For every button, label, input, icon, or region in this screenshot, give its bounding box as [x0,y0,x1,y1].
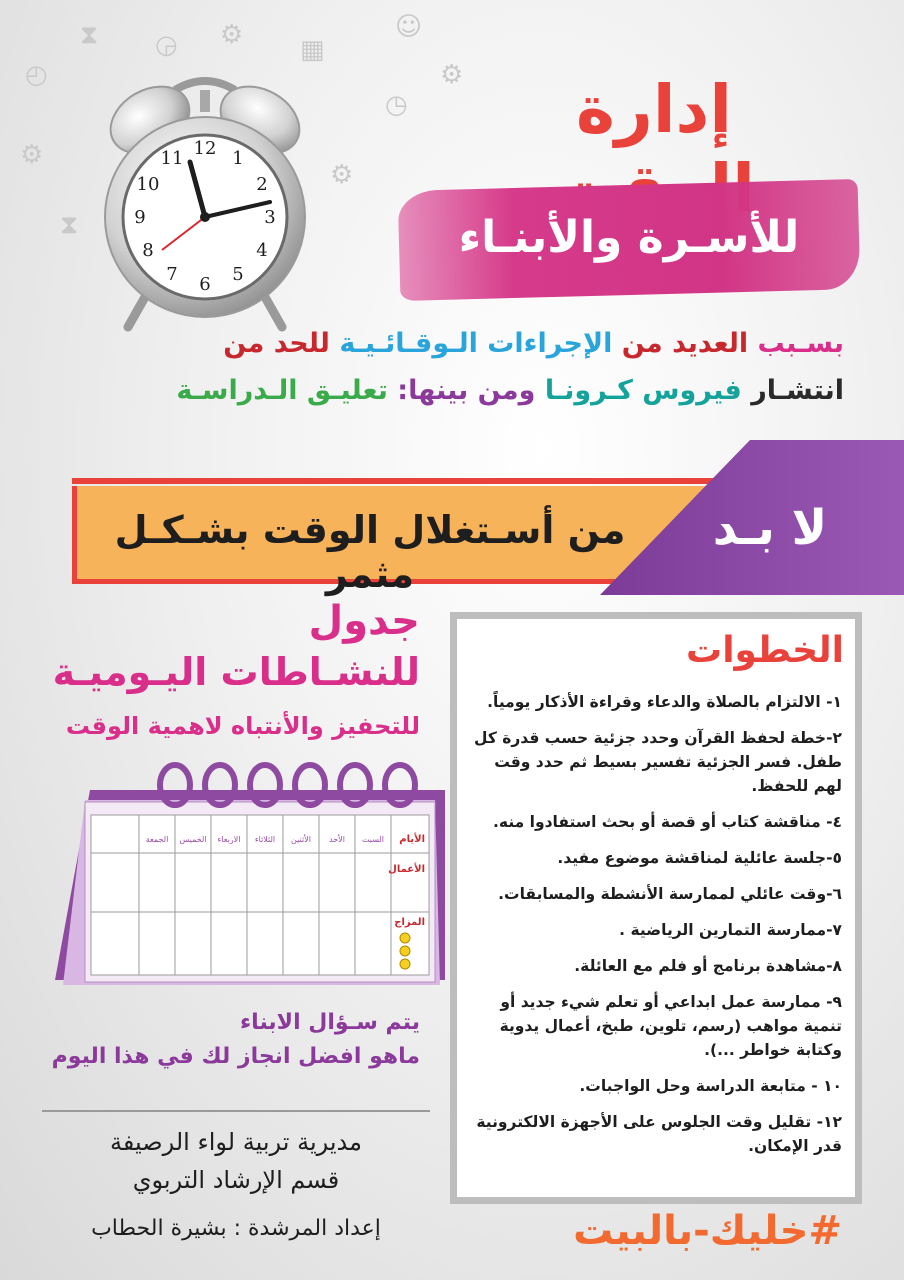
svg-text:4: 4 [256,240,268,261]
calendar-row-label: الأعمال [388,864,425,875]
banner-text: من أسـتغلال الوقت بشـكـل مثمر [114,508,626,596]
step-item: ٩- ممارسة عمل ابداعي أو تعلم شيء جديد أو تنمية مواهب (رسم، تلوين، طبخ، أعمال يدوية وكتابة خواطر ...). [499,993,842,1060]
gear-icon: ⚙ [220,20,244,50]
svg-text:2: 2 [256,174,268,195]
svg-text:8: 8 [142,240,154,261]
step-item: ٥-جلسة عائلية لمناقشة موضوع مفيد. [557,849,842,868]
calendar-day-header: الجمعة [145,835,169,844]
labud-text: لا بـد [712,500,828,556]
step-item: ١- الالتزام بالصلاة والدعاء وقراءة الأذكار يومياً. [487,693,842,711]
intro-segment: للحد من [223,328,340,359]
intro-segment: بسـبب [757,328,844,359]
page-subtitle: للأسـرة والأبنـاء [458,212,800,263]
clock-icon: ◴ [25,60,48,90]
calendar-row-label: المزاج [394,917,425,928]
calendar-day-header: الأحد [329,835,345,844]
smiley-icon [400,959,410,969]
question-line-1: يتم سـؤال الابناء [239,1010,420,1035]
step-item: ٧-ممارسة التمارين الرياضية . [619,921,842,940]
svg-text:11: 11 [160,148,184,169]
intro-line-2 [44,367,844,414]
calendar-icon: ▦ [300,35,325,65]
calendar-illustration [55,760,445,990]
schedule-title: جدول [308,598,420,644]
svg-text:6: 6 [199,274,211,295]
step-item: ٢-خطة لحفظ القرآن وحدد جزئية حسب قدرة كل طفل. فسر الجزئية تفسير بسيط ثم حدد وقت لهم للحفظ. [473,729,842,796]
svg-text:1: 1 [232,148,244,169]
svg-text:10: 10 [136,174,160,195]
step-item: ٦-وقت عائلي لممارسة الأنشطة والمسابقات. [498,885,842,904]
intro-segment: الإجراءات الـوقـائـيـة [339,328,613,359]
intro-segment: العديد من [612,328,758,359]
calendar-day-header: الاربعاء [217,835,241,844]
calendar-day-header: الخميس [179,835,207,844]
hashtag: #خليك-بالبيت [573,1208,842,1254]
question-line-2: ماهو افضل انجاز لك في هذا اليوم [51,1044,420,1069]
intro-segment: انتشـار [751,375,844,407]
smiley-icon [400,946,410,956]
schedule-tagline: للتحفيز والأنتباه لاهمية الوقت [65,712,420,740]
step-item: ٨-مشاهدة برنامج أو فلم مع العائلة. [574,957,842,976]
hourglass-icon: ⧗ [60,210,79,240]
author-credit: إعداد المرشدة : بشيرة الحطاب [91,1216,381,1241]
intro-segment: تعليـق الـدراسـة [176,375,388,407]
clock-icon: ◶ [155,30,178,60]
steps-title: الخطوات [686,630,844,671]
gear-icon: ⚙ [440,60,464,90]
hourglass-icon: ⧗ [80,20,99,50]
people-icon: ☺ [395,12,423,42]
svg-text:7: 7 [166,264,178,285]
department-name: قسم الإرشاد التربوي [132,1166,340,1194]
svg-text:9: 9 [134,207,146,228]
divider [42,1110,430,1112]
intro-segment: فيروس كـرونـا [544,375,752,407]
steps-list [462,690,842,1170]
smiley-icon [400,933,410,943]
directorate-name: مديرية تربية لواء الرصيفة [109,1128,363,1156]
intro-text [44,320,844,415]
intro-line-1 [44,320,844,367]
alarm-clock-icon [100,72,310,332]
step-item: ٤- مناقشة كتاب أو قصة أو بحث استفادوا منه. [493,813,842,832]
page-title: إدارة [575,71,733,148]
gear-icon: ⚙ [20,140,44,170]
svg-text:12: 12 [193,138,217,159]
gear-icon: ⚙ [330,160,354,190]
schedule-subtitle: للنشـاطات اليـوميـة [52,650,420,694]
calendar-day-header: الأثنين [291,835,311,844]
calendar-day-header: الأيام [399,834,425,845]
calendar-day-header: الثلاثاء [254,835,276,844]
calendar-day-header: السبت [361,835,385,844]
step-item: ١٠ - متابعة الدراسة وحل الواجبات. [579,1077,842,1096]
step-item: ١٢- تقليل وقت الجلوس على الأجهزة الالكترونية قدر الإمكان. [476,1113,842,1156]
svg-text:5: 5 [232,264,244,285]
intro-segment: ومن بينها: [387,375,545,407]
svg-text:3: 3 [264,207,276,228]
clock-icon: ◷ [385,90,408,120]
